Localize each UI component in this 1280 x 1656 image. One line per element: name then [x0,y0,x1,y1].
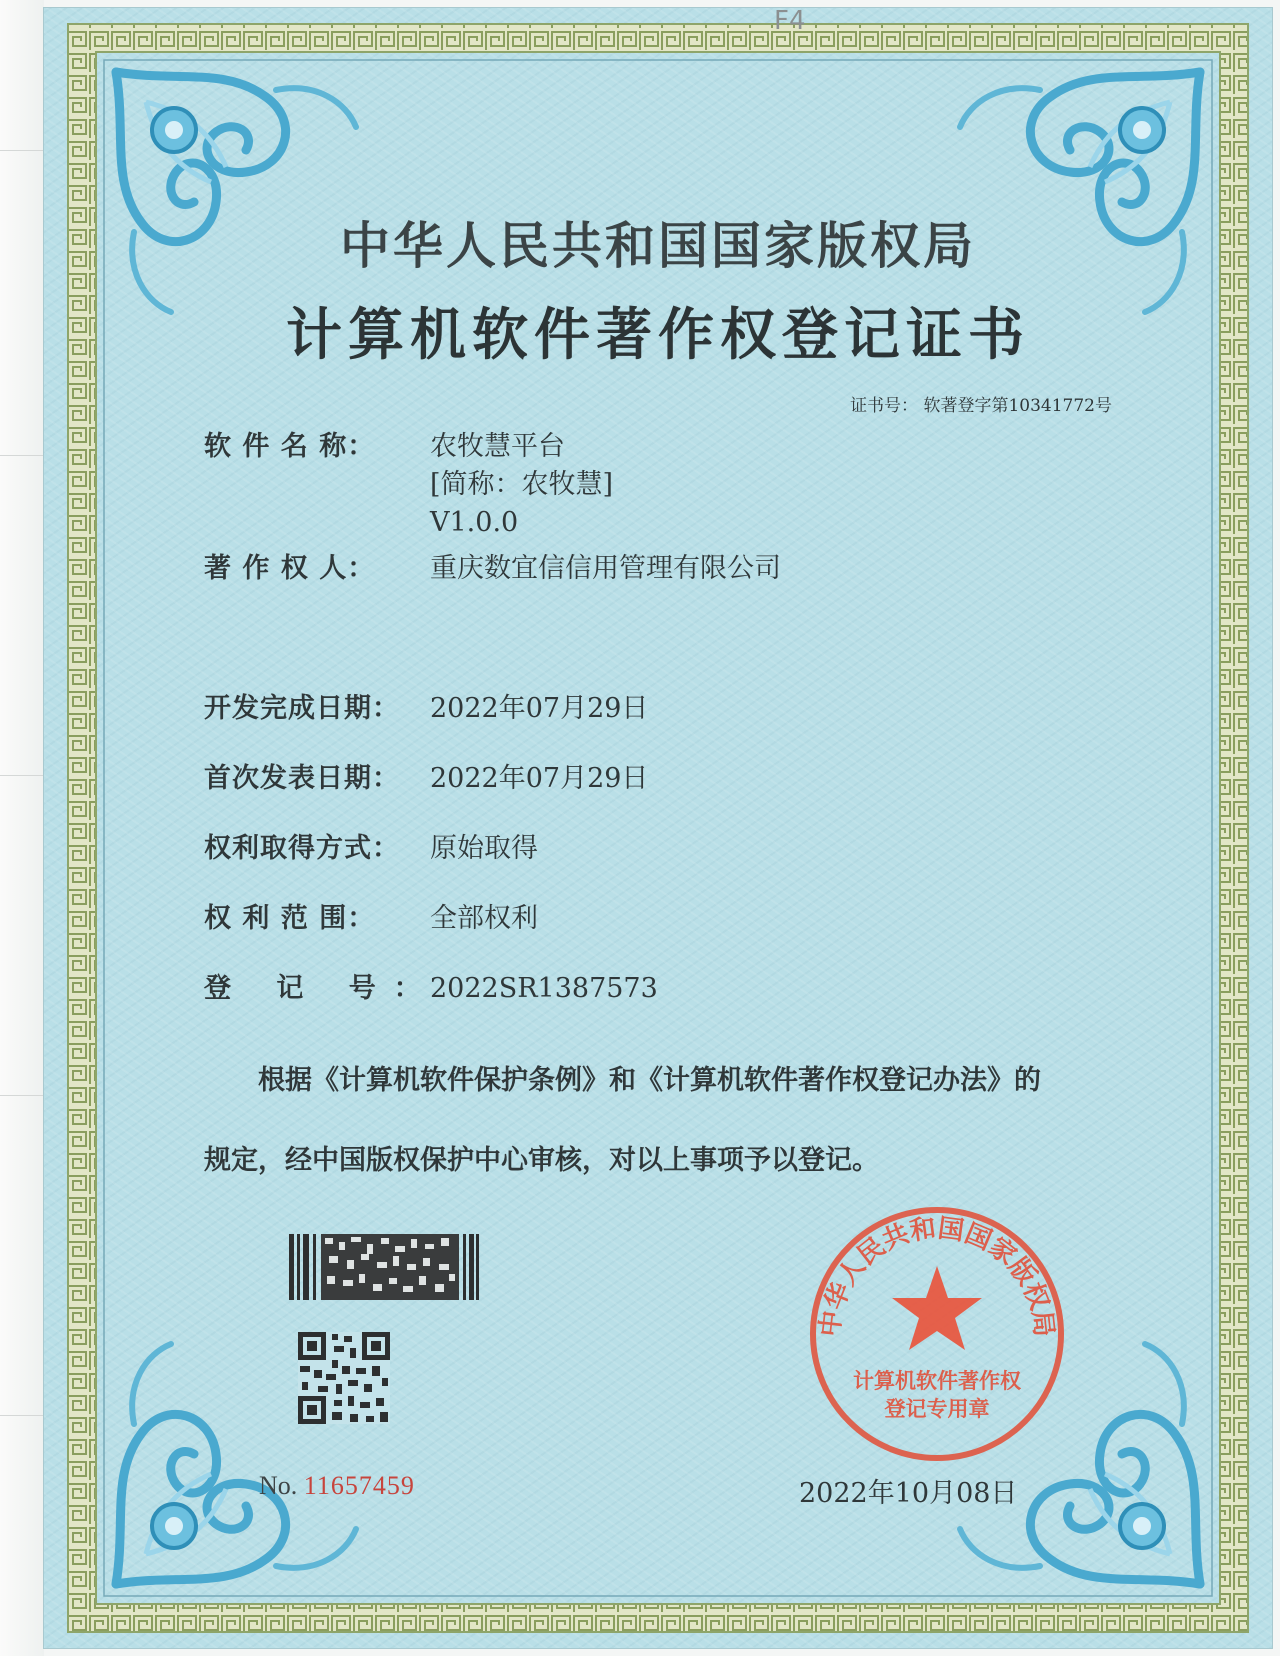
seal-inner-line-2: 登记专用章 [884,1397,990,1421]
seal-star-icon [892,1266,982,1350]
pub-date-label: 首次发表日期： [204,763,400,794]
serial-number [259,1471,415,1501]
owner-value: 重庆数宜信信用管理有限公司 [430,553,781,584]
statement-line-1: 根据《计算机软件保护条例》和《计算机软件著作权登记办法》的 [258,1065,1041,1096]
row-pub-date [204,760,648,798]
scope-label: 权 利 范 围： [204,903,376,934]
issuer-title: 中华人民共和国国家版权局 [340,216,976,275]
certificate-number [850,391,1112,416]
software-name-label: 软 件 名 称： [204,431,376,462]
software-name-value: 农牧慧平台 [430,431,565,462]
acquire-value: 原始取得 [430,833,538,864]
software-version: V1.0.0 [430,507,519,538]
reg-no-label: 登 记 号： [204,973,439,1004]
dev-date-value: 2022年07月29日 [430,693,649,724]
dev-date-label: 开发完成日期： [204,693,400,724]
row-acquire [204,830,538,868]
row-software-name [204,428,613,542]
scan-margin-strip [0,0,44,1656]
reg-no-value: 2022SR1387573 [430,973,658,1004]
software-short-name: [简称：农牧慧] [430,469,614,500]
row-reg-no [204,970,658,1008]
issue-date: 2022年10月08日 [799,1478,1018,1509]
row-dev-date [204,690,648,728]
handwritten-mark: F4 [774,6,806,36]
acquire-label: 权利取得方式： [204,833,400,864]
row-owner [204,550,781,588]
seal-outer-text: 中华人民共和国国家版权局 [815,1213,1059,1339]
owner-label: 著 作 权 人： [204,553,376,584]
scope-value: 全部权利 [430,903,538,934]
row-scope [204,900,538,938]
certificate-number-label: 证书号： [850,396,919,416]
seal-inner-line-1: 计算机软件著作权 [853,1369,1021,1393]
serial-value: 11657459 [303,1471,415,1500]
pub-date-value: 2022年07月29日 [430,763,649,794]
certificate [44,8,1272,1648]
certificate-number-value: 软著登字第10341772号 [923,396,1112,416]
statement-line-2: 规定，经中国版权保护中心审核，对以上事项予以登记。 [204,1145,879,1176]
barcode-icon [289,1234,479,1300]
official-seal [802,1204,1072,1464]
qr-code-icon [298,1332,390,1424]
serial-prefix: No. [259,1471,298,1500]
certificate-title: 计算机软件著作权登记证书 [286,302,1030,368]
